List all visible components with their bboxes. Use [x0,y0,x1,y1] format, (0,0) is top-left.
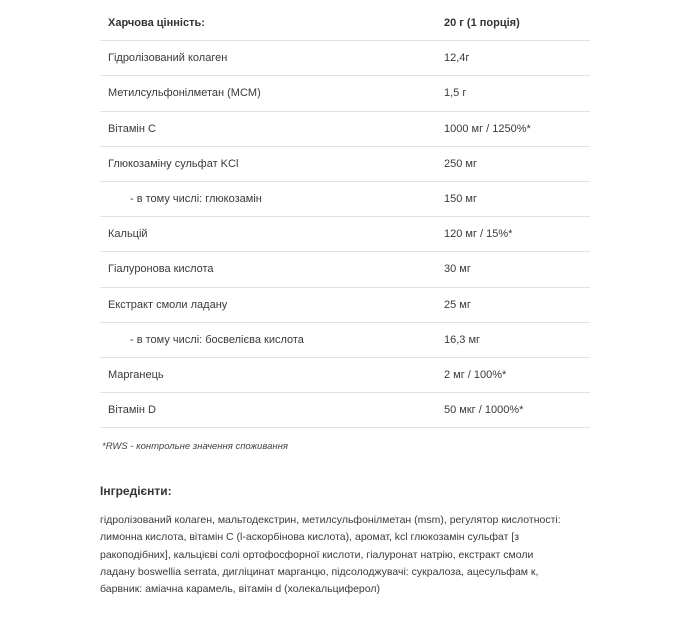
nutrient-value: 1000 мг / 1250%* [440,111,590,146]
nutrient-value: 150 мг [440,181,590,216]
ingredients-title: Інгредієнти: [100,484,172,498]
table-row [100,76,590,111]
table-row [100,252,590,287]
nutrient-value: 1,5 г [440,76,590,111]
nutrient-value: 16,3 мг [440,322,590,357]
rws-footnote: *RWS - контрольне значення споживання [102,441,288,452]
nutrient-name: Метилсульфонілметан (MCM) [100,76,440,111]
table-row [100,41,590,76]
nutrient-name: Гідролізований колаген [100,41,440,76]
nutrient-value: 2 мг / 100%* [440,357,590,392]
table-row [100,393,590,428]
table-row [100,287,590,322]
header-name-cell: Харчова цінність: [100,6,440,41]
nutrient-value: 250 мг [440,146,590,181]
nutrient-value: 120 мг / 15%* [440,217,590,252]
table-row [100,357,590,392]
nutrient-name: Марганець [100,357,440,392]
nutrient-name: Кальцій [100,217,440,252]
nutrient-name: Гіалуронова кислота [100,252,440,287]
header-value-cell: 20 г (1 порція) [440,6,590,41]
nutrient-name: Глюкозаміну сульфат KCl [100,146,440,181]
table-row [100,181,590,216]
table-row [100,146,590,181]
nutrient-name: Вітамін D [100,393,440,428]
nutrient-value: 30 мг [440,252,590,287]
nutrient-name: Вітамін С [100,111,440,146]
table-header-row [100,6,590,41]
nutrient-subname: - в тому числі: босвелієва кислота [100,322,440,357]
nutrition-table [100,6,590,428]
table-row [100,217,590,252]
nutrient-name: Екстракт смоли ладану [100,287,440,322]
nutrient-value: 12,4г [440,41,590,76]
table-row [100,322,590,357]
ingredients-text: гідролізований колаген, мальтодекстрин, метилсульфонілметан (msm), регулятор кислотності: лимонна кислота, вітамін С (l-аскорбінова кислота), аромат, kcl глюкозамін сульфат [з ракоподібних], кальцієві солі ортофосфорної кислоти, гіалуронат натрію, екстракт смоли ладану boswellia serrata, дигліцинат марганцю, підсолоджувачі: сукралоза, ацесульфам к, барвник: аміачна карамель, вітамін d (холекальциферол) [100,514,561,596]
nutrient-value: 50 мкг / 1000%* [440,393,590,428]
nutrient-value: 25 мг [440,287,590,322]
nutrient-subname: - в тому числі: глюкозамін [100,181,440,216]
table-row [100,111,590,146]
